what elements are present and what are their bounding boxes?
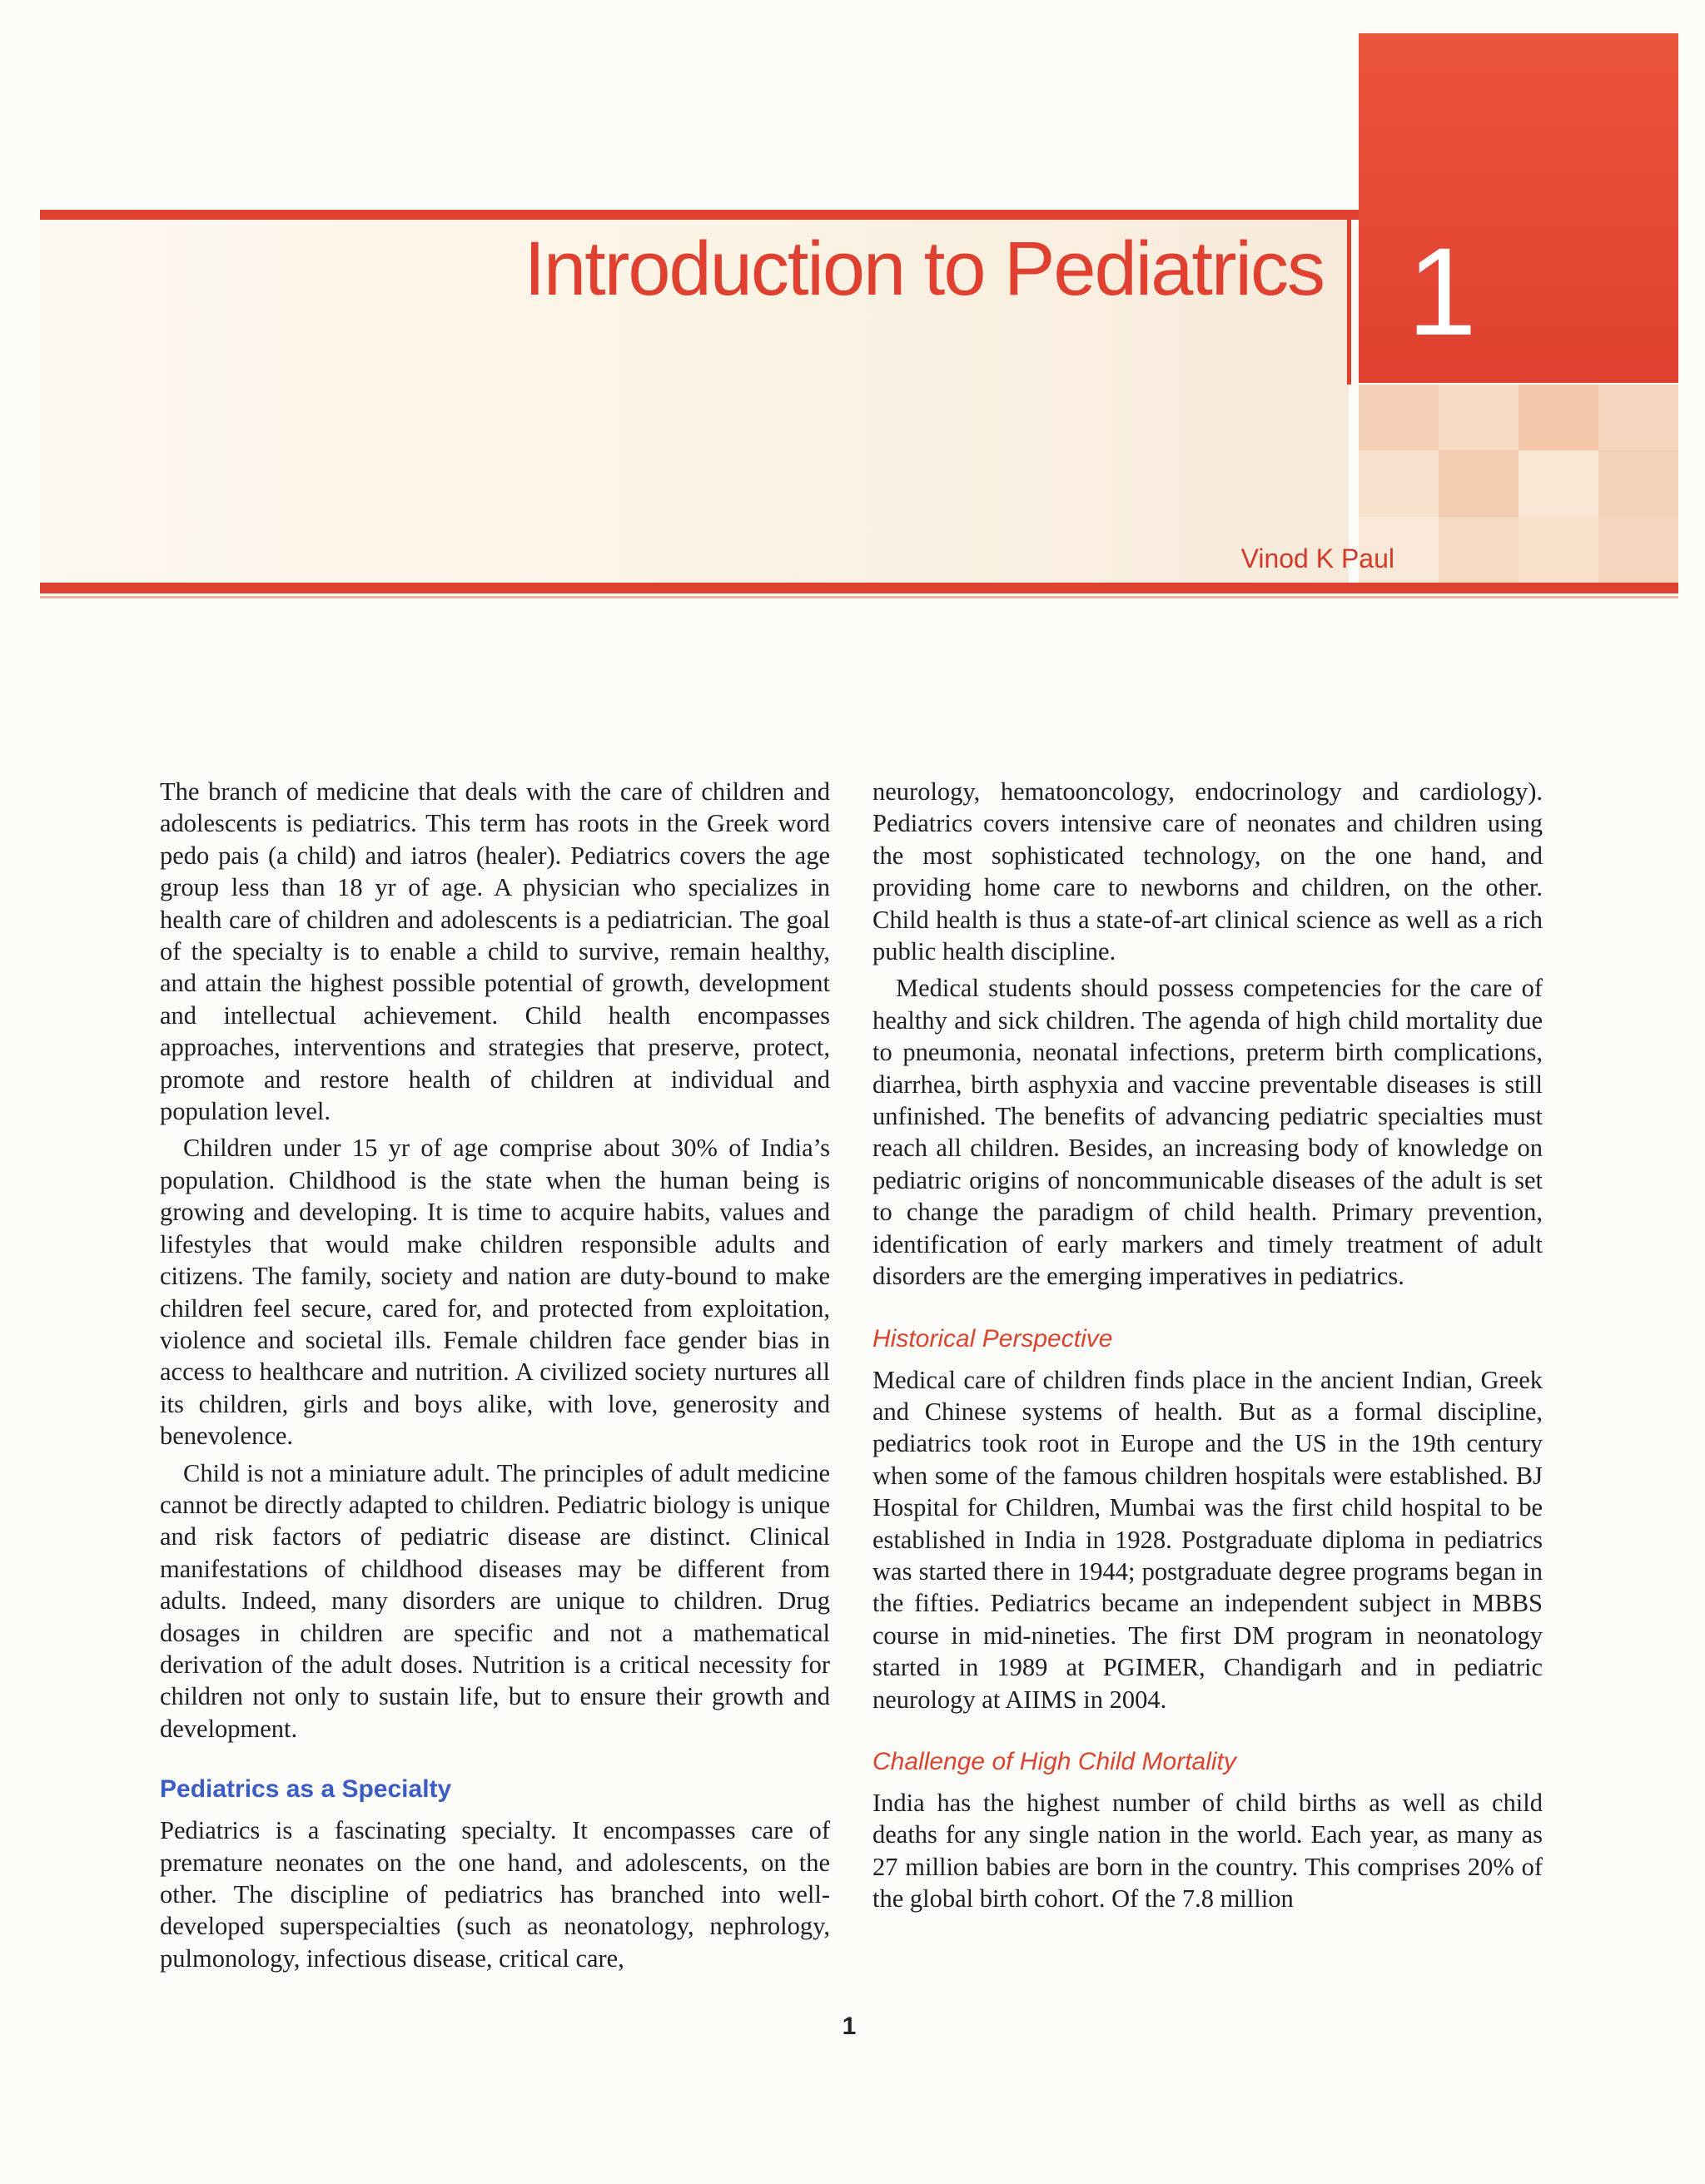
- paragraph: Medical students should possess competencies for the care of healthy and sick children. The agenda of high child mortality due to pneumonia, neonatal infections, preterm birth complications, diarrhea, birth asphyxia and vaccine preventable diseases is still unfinished. The benefits of advancing pediatric specialties must reach all children. Besides, an increasing body of knowledge on pediatric origins of noncommunicable diseases of the adult is set to change the paradigm of child health. Primary prevention, identification of early markers and timely treatment of adult disorders are the emerging imperatives in pediatrics.: [872, 974, 1543, 1291]
- decorative-mosaic: [1359, 385, 1678, 583]
- paragraph: Child is not a miniature adult. The principles of adult medicine cannot be directly adapted to children. Pediatric biology is unique and risk factors of pediatric disease are distinct. Clinical manifestations of childhood diseases may be different from adults. Indeed, many disorders are unique to children. Drug dosages in children are specific and not a mathematical derivation of the adult doses. Nutrition is a critical necessity for children not only to sustain life, but to ensure their growth and development.: [160, 1458, 830, 1743]
- paragraph: neurology, hematooncology, endocrinology and cardiology). Pediatrics covers intensive care of neonates and children using the most sophisticated technology, on the one hand, and providing home care to newborns and children, on the other. Child health is thus a state-of-art clinical science as well as a rich public health discipline.: [872, 777, 1543, 966]
- paragraph: India has the highest number of child births as well as child deaths for any single nation in the world. Each year, as many as 27 million babies are born in the country. This comprises 20% of the global birth cohort. Of the 7.8 million: [872, 1788, 1543, 1913]
- right-text-column: [872, 776, 1543, 1915]
- header-bottom-thin-rule: [40, 596, 1678, 598]
- header-top-rule: [40, 210, 1359, 220]
- paragraph: Medical care of children finds place in the ancient Indian, Greek and Chinese systems of health. But as a formal discipline, pediatrics took root in Europe and the US in the 19th century when some of the famous children hospitals were established. BJ Hospital for Children, Mumbai was the first child hospital to be established in India in 1928. Postgraduate diploma in pediatrics was started there in 1944; postgraduate degree programs began in the fifties. Pediatrics became an independent subject in MBBS course in mid-nineties. The first DM program in neonatology started in 1989 at PGIMER, Chandigarh and in pediatric neurology at AIIMS in 2004.: [872, 1365, 1543, 1714]
- section-heading-historical: Historical Perspective: [872, 1324, 1113, 1353]
- paragraph: The branch of medicine that deals with the care of children and adolescents is pediatrics. This term has roots in the Greek word pedo pais (a child) and iatros (healer). Pediatrics covers the age group less than 18 yr of age. A physician who specializes in health care of children and adolescents is a pediatrician. The goal of the specialty is to enable a child to survive, remain healthy, and attain the highest possible potential of growth, development and intellectual achievement. Child health encompasses approaches, interventions and strategies that preserve, protect, promote and restore health of children at individual and population level.: [160, 777, 830, 1126]
- section-heading-mortality: Challenge of High Child Mortality: [872, 1747, 1236, 1775]
- header-bottom-rule: [40, 583, 1678, 593]
- paragraph: Pediatrics is a fascinating specialty. It encompasses care of premature neonates on the one hand, and adolescents, on the other. The discipline of pediatrics has branched into well-developed superspecialties (such as neonatology, nephrology, pulmonology, infectious disease, critical care,: [160, 1816, 830, 1973]
- header-vertical-rule: [1347, 210, 1351, 385]
- left-text-column: [160, 776, 830, 1974]
- author-name: Vinod K Paul: [1240, 544, 1394, 573]
- page-number: 1: [842, 2013, 857, 2040]
- chapter-number: 1: [1407, 221, 1477, 361]
- section-heading-specialty: Pediatrics as a Specialty: [160, 1775, 452, 1804]
- chapter-title: Introduction to Pediatrics: [524, 226, 1324, 311]
- paragraph: Children under 15 yr of age comprise about 30% of India’s population. Childhood is the state when the human being is growing and developing. It is time to acquire habits, values and lifestyles that would make children responsible adults and citizens. The family, society and nation are duty-bound to make children feel secure, cared for, and protected from exploitation, violence and societal ills. Female children face gender bias in access to healthcare and nutrition. A civilized society nurtures all its children, girls and boys alike, with love, generosity and benevolence.: [160, 1134, 830, 1451]
